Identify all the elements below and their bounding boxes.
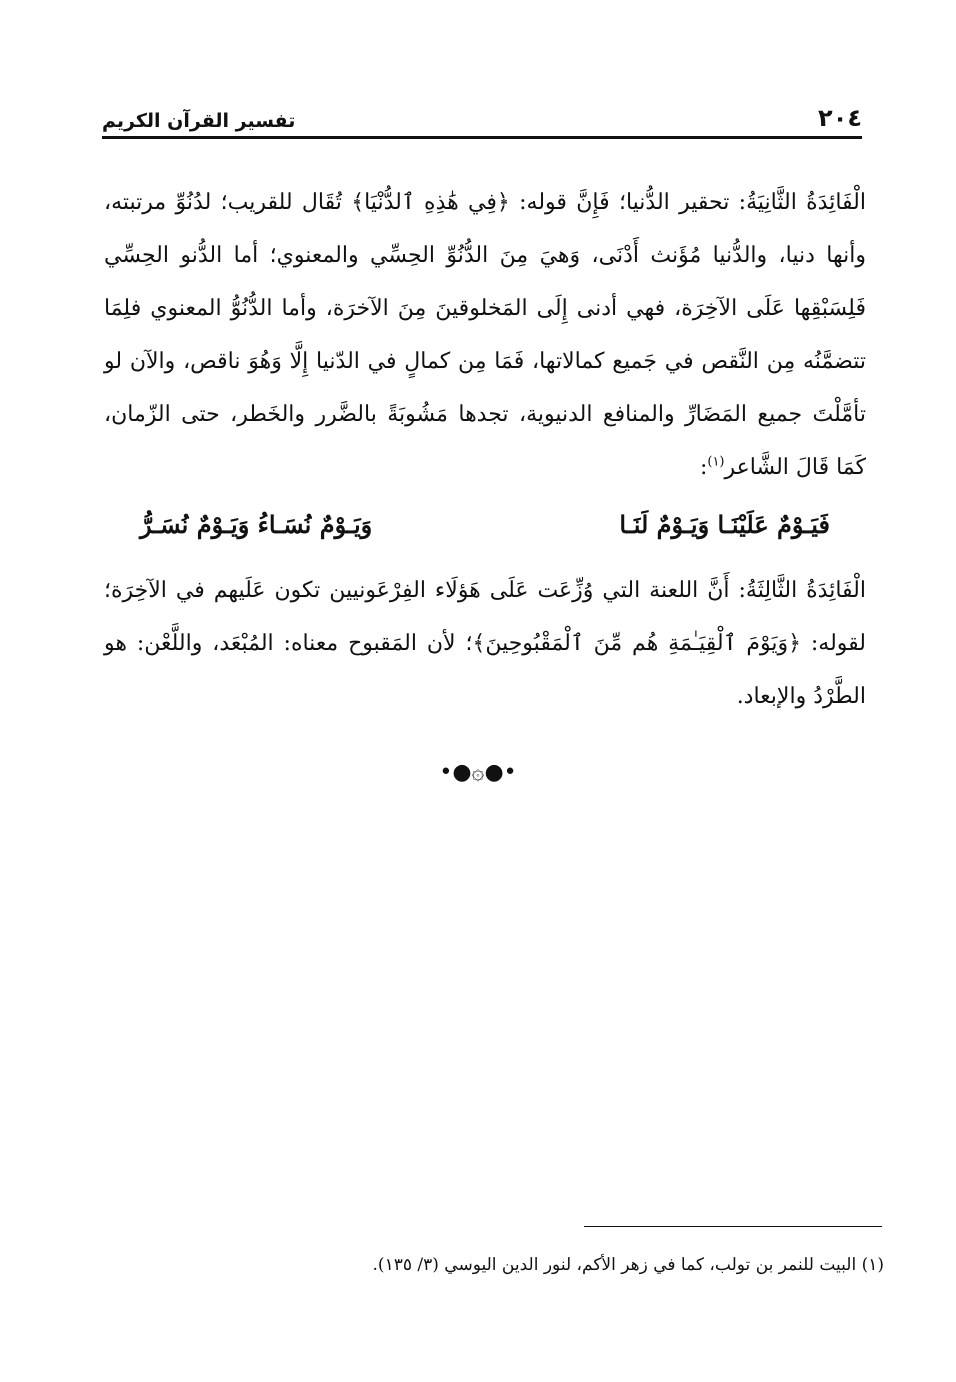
footnote-reference[interactable]: (١) [707, 454, 725, 470]
page-number: ٢٠٤ [818, 104, 862, 132]
footnote: (١) البيت للنمر بن تولب، كما في زهر الأكم، لنور الدين اليوسي (٣/ ١٣٥). [372, 1255, 884, 1275]
paragraph-second-benefit [104, 176, 866, 494]
page-header [102, 92, 862, 139]
main-text [104, 176, 866, 723]
paragraph-third-benefit: الْفَائِدَةُ الثَّالِثَةُ: أَنَّ اللعنة التي وُزِّعَت عَلَى هَؤلَاء الفِرْعَونيين تكون عَلَيهم في الآخِرَة؛ لقوله: ﴿وَيَوْمَ ٱلْقِيَـٰمَةِ هُم مِّنَ ٱلْمَقْبُوحِينَ﴾؛ لأن المَقبوح معناه: المُبْعَد، واللَّعْن: هو الطَّرْدُ والإبعاد. [104, 578, 866, 709]
paragraph-text: الْفَائِدَةُ الثَّانِيَةُ: تحقير الدُّنيا؛ فَإِنَّ قوله: ﴿فِي هَٰذِهِ ٱلدُّنْيَا﴾ تُقَال للقريب؛ لدُنُوِّ مرتبته، وأنها دنيا، والدُّنيا مُؤَنث أَدْنَى، وَهيَ مِنَ الدُّنُوِّ الحِسِّي والمعنوي؛ أما الدُّنو الحِسِّي فَلِسَبْقِها عَلَى الآخِرَة، فهي أدنى إِلَى المَخلوقينَ مِنَ الآخرَة، وأما الدُّنُوُّ المعنوي فلِمَا تتضمَّنُه مِن النَّقص في جَميع كمالاتها، فَمَا مِن كمالٍ في الدّنيا إِلَّا وَهُوَ ناقص، والآن لو تأمَّلْتَ جميع المَضَارِّ والمنافع الدنيوية، تجدها مَشُوبَةً بالضَّرر والخَطر، حتى الزّمان، كَمَا قَالَ الشَّاعر [104, 190, 866, 480]
paragraph-punctuation: : [699, 455, 708, 480]
poetry-verse [140, 498, 830, 552]
footnote-separator [584, 1226, 882, 1227]
section-divider-ornament: •●۞●• [439, 760, 517, 785]
verse-first-hemistich: فَيَـوْمٌ عَلَيْنَـا وَيَـوْمٌ لَنَـا [619, 510, 830, 539]
verse-second-hemistich: وَيَـوْمٌ نُسَـاءُ وَيَـوْمٌ نُسَـرُّ [140, 510, 373, 539]
book-title: تفسير القرآن الكريم [102, 110, 296, 132]
